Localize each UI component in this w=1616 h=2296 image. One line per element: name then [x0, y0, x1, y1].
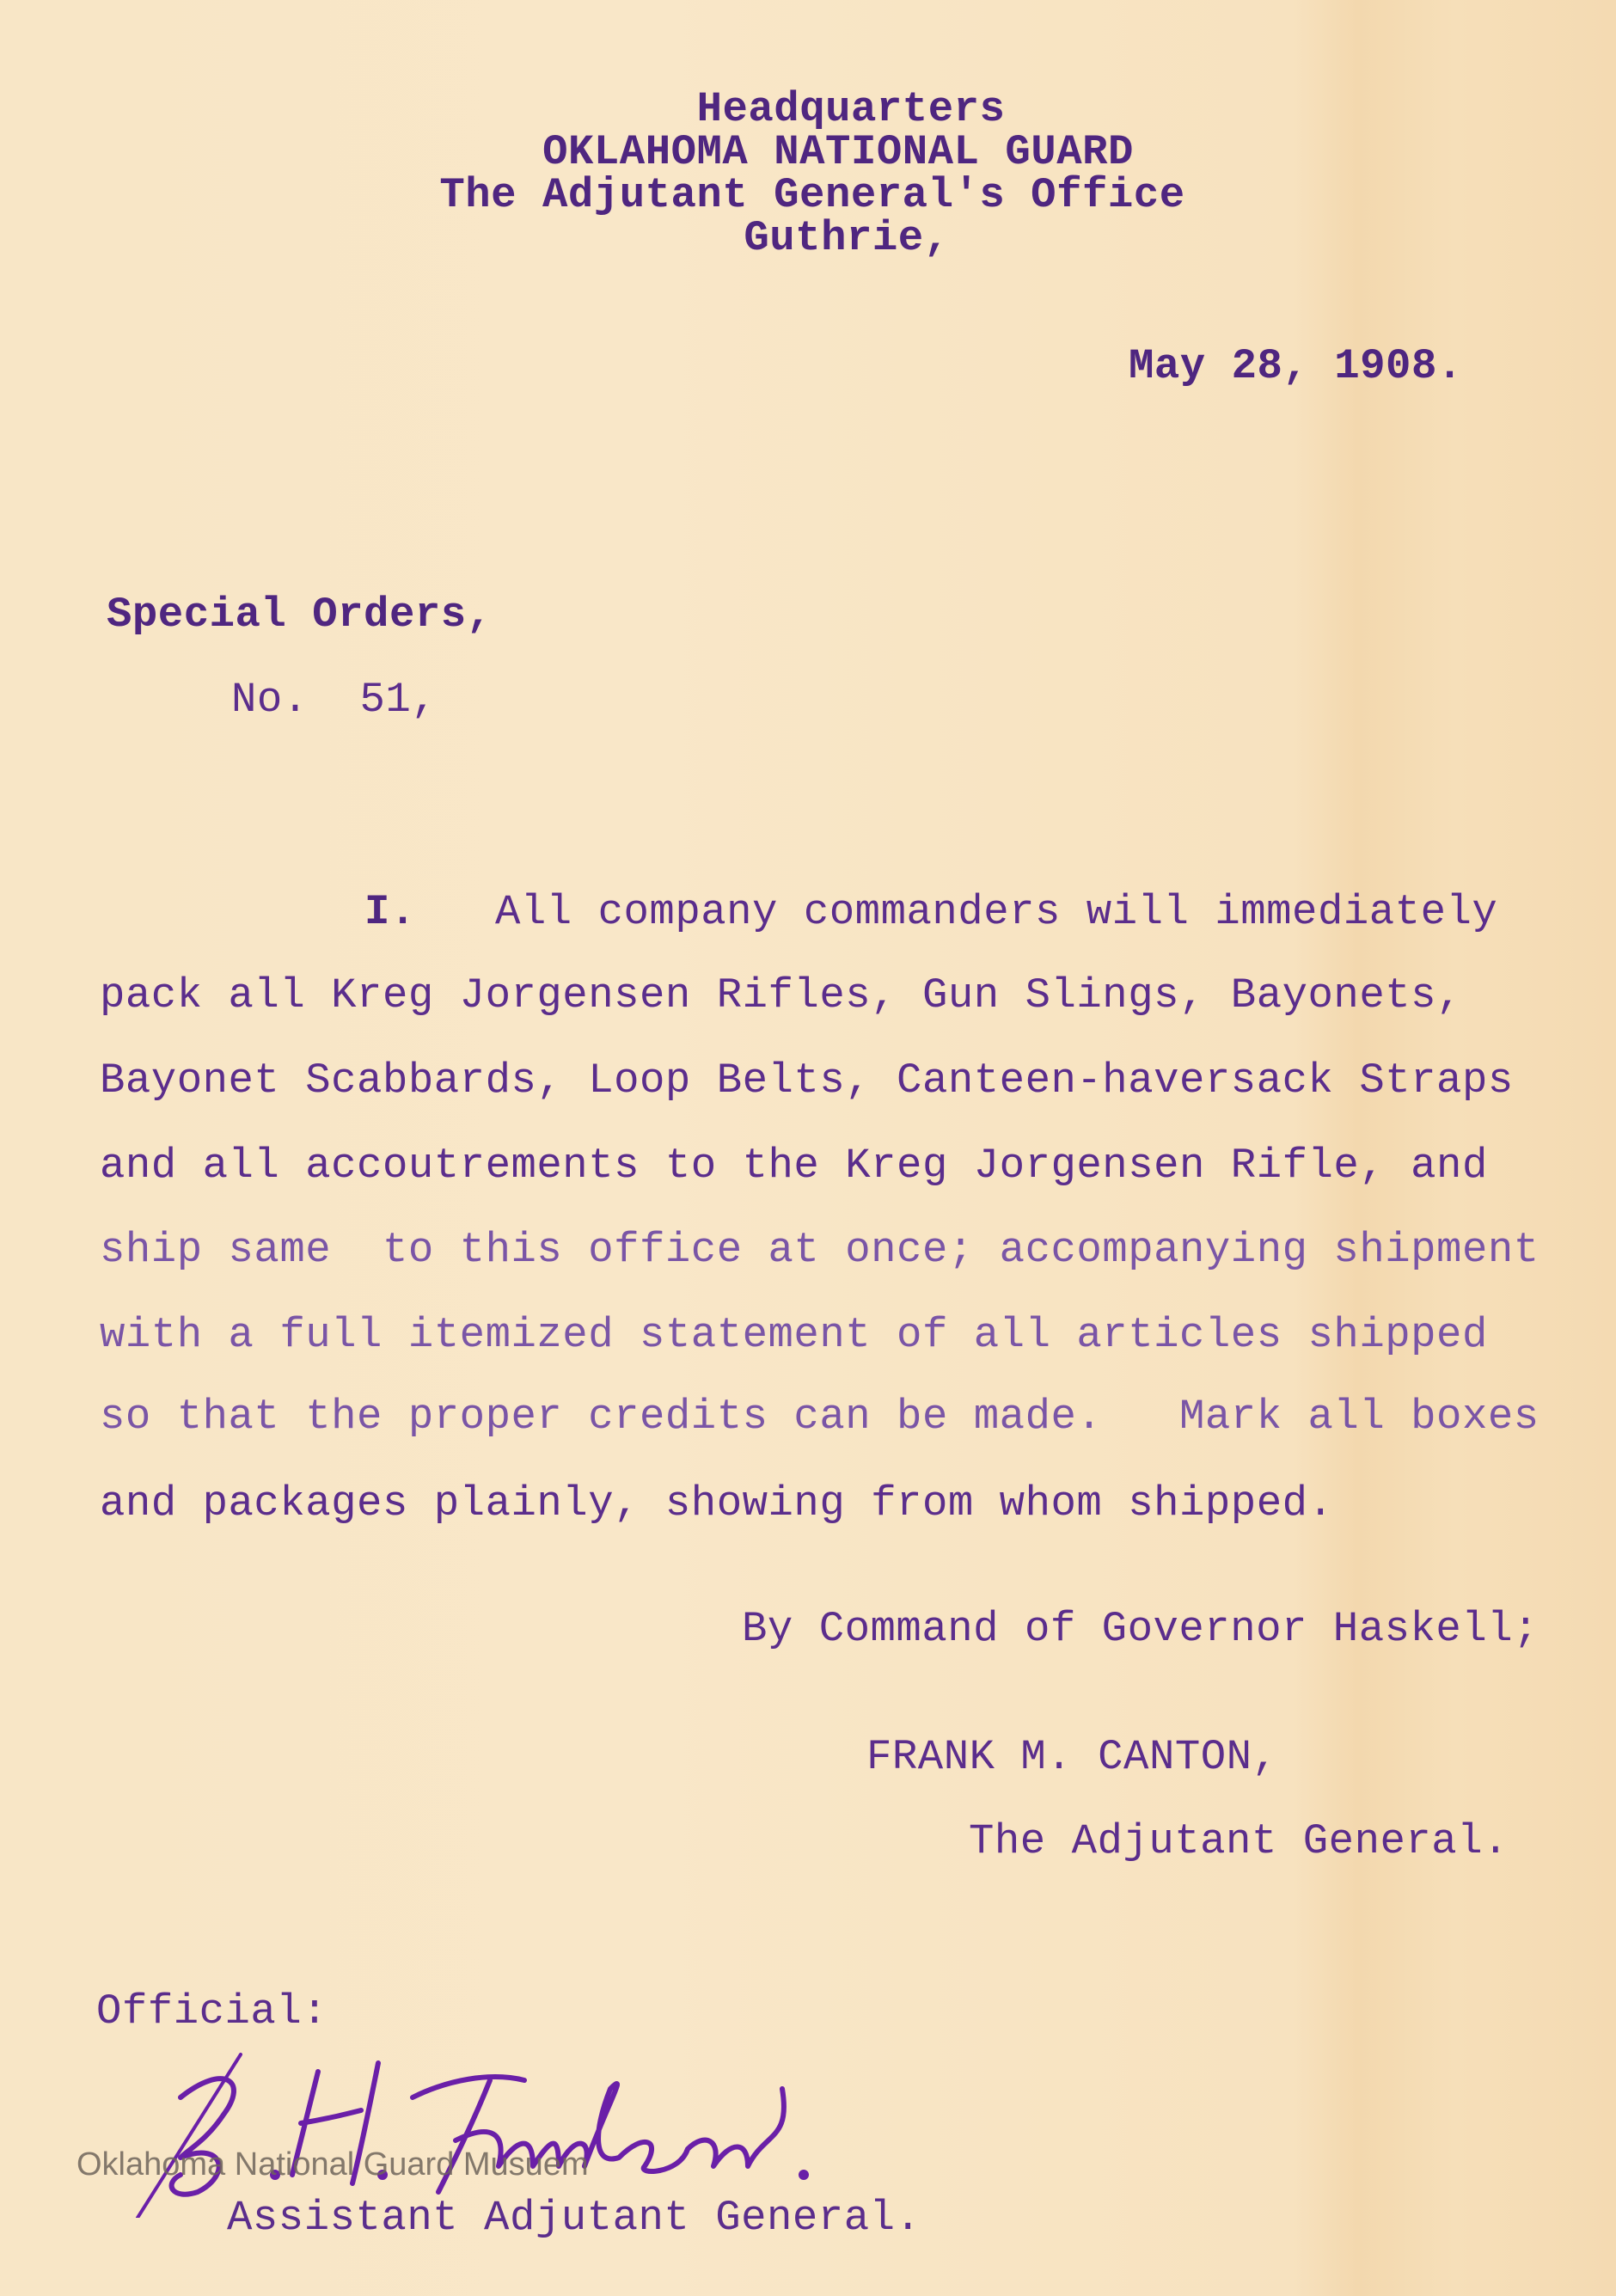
by-command-line: By Command of Governor Haskell; — [742, 1605, 1539, 1653]
signer-title: The Adjutant General. — [969, 1817, 1509, 1865]
museum-watermark: Oklahoma National Guard Musuem — [77, 2146, 589, 2183]
body-line: All company commanders will immediately — [495, 888, 1498, 936]
letter-date: May 28, 1908. — [1129, 342, 1463, 390]
letterhead-city: Guthrie, — [744, 214, 950, 262]
body-line: with a full itemized statement of all articles shipped — [100, 1311, 1488, 1359]
body-line: so that the proper credits can be made. Mark all boxes — [100, 1393, 1539, 1441]
handwritten-signature — [129, 2046, 903, 2218]
body-line: and all accoutrements to the Kreg Jorgensen Rifle, and — [100, 1142, 1488, 1190]
letterhead-headquarters: Headquarters — [696, 85, 1006, 133]
order-title: Special Orders, — [107, 591, 493, 639]
body-line: pack all Kreg Jorgensen Rifles, Gun Slings, Bayonets, — [100, 971, 1462, 1019]
body-line: Bayonet Scabbards, Loop Belts, Canteen-haversack Straps — [100, 1056, 1514, 1105]
body-line: and packages plainly, showing from whom shipped. — [100, 1479, 1334, 1528]
signer-name: FRANK M. CANTON, — [866, 1733, 1278, 1781]
letterhead-office: The Adjutant General's Office — [439, 171, 1185, 219]
official-label: Official: — [96, 1987, 328, 2036]
order-number: No. 51, — [231, 676, 438, 724]
official-title: Assistant Adjutant General. — [227, 2194, 921, 2242]
letterhead-organization: OKLAHOMA NATIONAL GUARD — [542, 128, 1134, 176]
paragraph-number: I. — [364, 888, 416, 936]
body-line: ship same to this office at once; accompanying shipment — [100, 1226, 1539, 1274]
